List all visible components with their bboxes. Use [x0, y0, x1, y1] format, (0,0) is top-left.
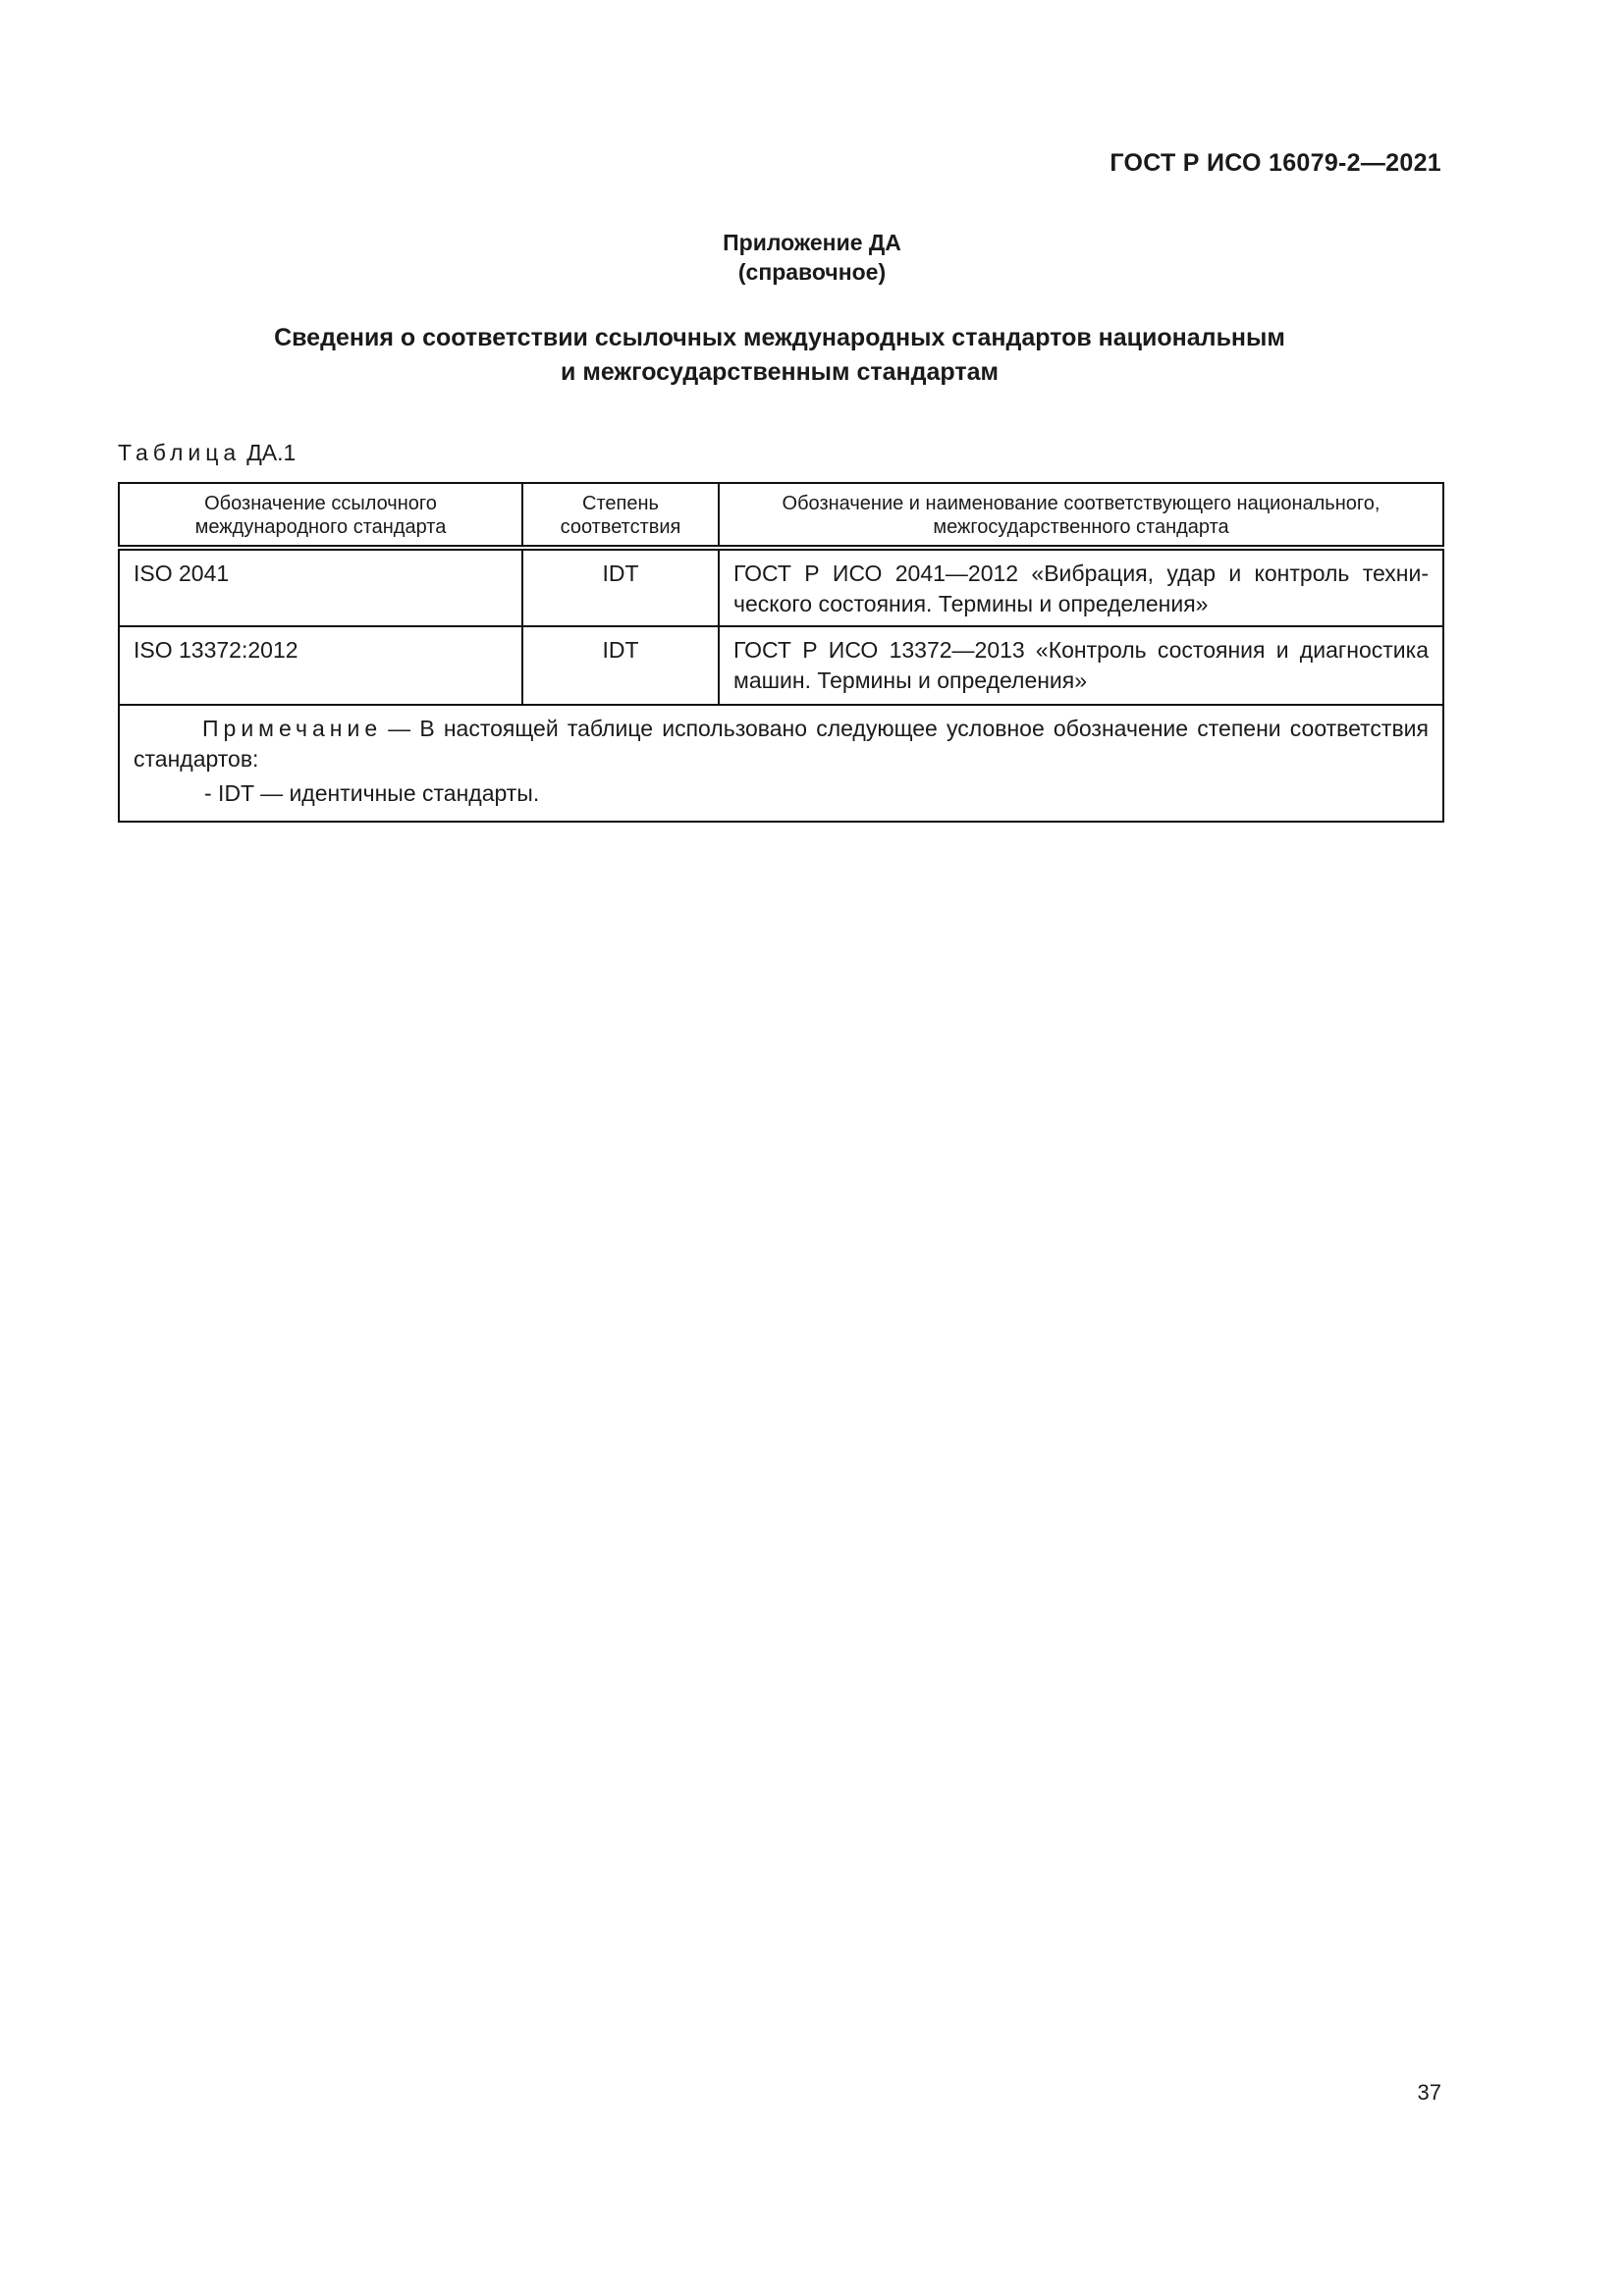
appendix-title: Приложение ДА — [723, 230, 901, 255]
column-header-national: Обозначение и наименование соответствующего национального, межгосударственного стандарта — [719, 483, 1443, 548]
note-text: — В настоящей таблице использовано следующее условное обозначение степени соответствия стандартов: — [134, 716, 1429, 772]
appendix-heading — [0, 228, 1624, 287]
column-header-reference: Обозначение ссылочного международного стандарта — [119, 483, 522, 548]
table-note-row — [119, 705, 1443, 822]
cell-national: ГОСТ Р ИСО 2041—2012 «Вибрация, удар и контроль технического состояния. Термины и определения» — [719, 548, 1443, 626]
table-row — [119, 548, 1443, 626]
cell-reference: ISO 2041 — [119, 548, 522, 626]
table-header-row — [119, 483, 1443, 548]
note-label: Примечание — [202, 716, 383, 741]
section-title — [0, 321, 1559, 390]
table-caption-word: Таблица — [118, 440, 242, 465]
note-paragraph — [134, 714, 1429, 774]
note-list-item: - IDT — идентичные стандарты. — [204, 780, 540, 806]
cell-degree: IDT — [522, 548, 719, 626]
cell-reference: ISO 13372:2012 — [119, 626, 522, 705]
page-number: 37 — [1417, 2080, 1441, 2105]
cell-degree: IDT — [522, 626, 719, 705]
appendix-subtitle: (справочное) — [737, 259, 887, 285]
document-id-header: ГОСТ Р ИСО 16079-2—2021 — [1110, 149, 1441, 177]
section-title-line-1: Сведения о соответствии ссылочных международных стандартов национальным — [274, 324, 1285, 351]
column-header-degree: Степень соответствия — [522, 483, 719, 548]
table-caption — [118, 440, 296, 466]
section-title-line-2: и межгосударственным стандартам — [561, 358, 999, 386]
table-note — [119, 705, 1443, 822]
cell-national: ГОСТ Р ИСО 13372—2013 «Контроль состояния и диагностика машин. Термины и определения» — [719, 626, 1443, 705]
table-caption-number: ДА.1 — [246, 440, 297, 465]
correspondence-table — [118, 482, 1444, 823]
table-row — [119, 626, 1443, 705]
